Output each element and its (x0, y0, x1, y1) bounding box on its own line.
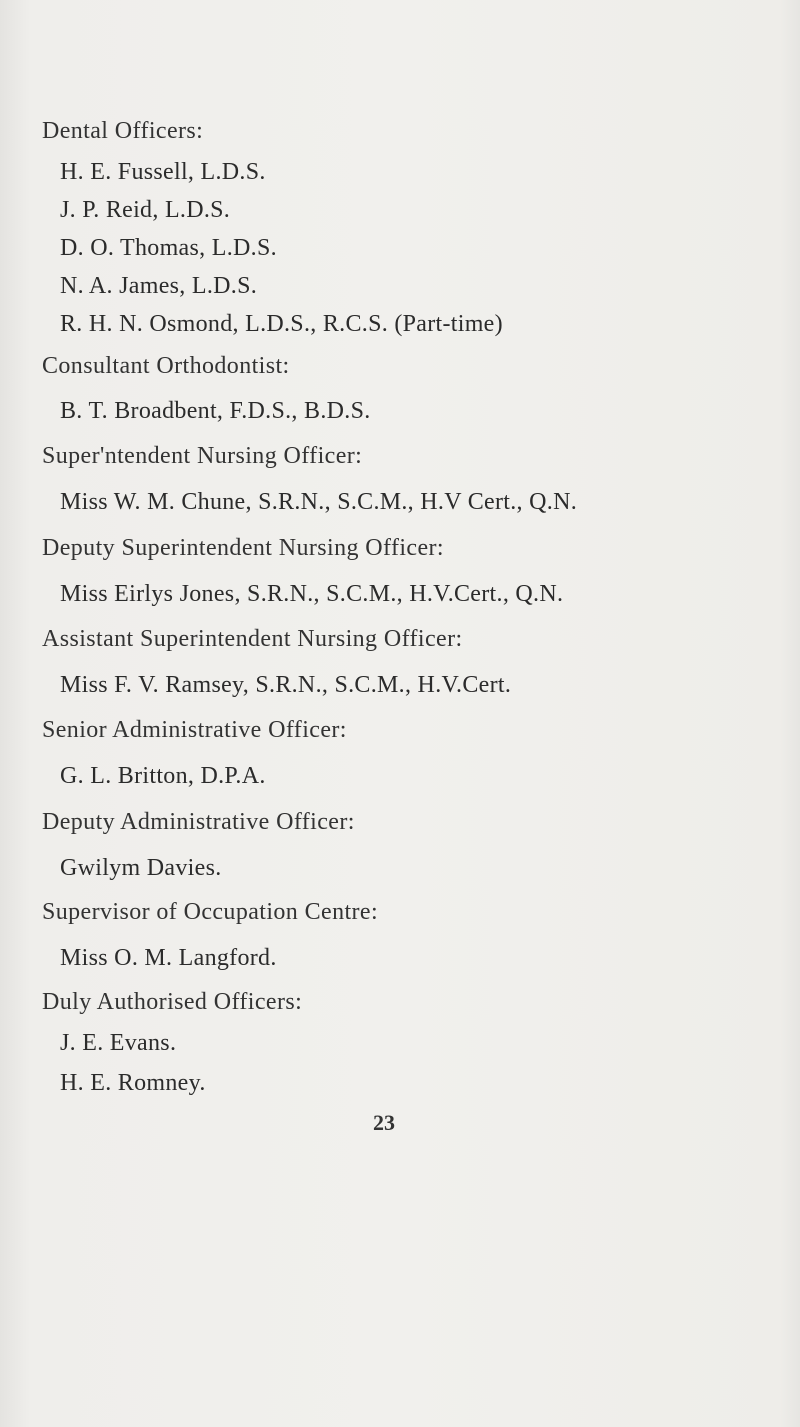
supervisor-occupation-centre-name: Miss O. M. Langford. (60, 945, 277, 971)
deputy-administrative-officer-name: Gwilym Davies. (60, 855, 222, 881)
heading-senior-administrative-officer: Senior Administrative Officer: (42, 717, 347, 743)
authorised-officer-2: H. E. Romney. (60, 1070, 206, 1096)
authorised-officer-1: J. E. Evans. (60, 1030, 177, 1056)
dental-officer-4: N. A. James, L.D.S. (60, 273, 258, 299)
heading-assistant-superintendent: Assistant Superintendent Nursing Officer: (42, 626, 463, 652)
heading-deputy-superintendent: Deputy Superintendent Nursing Officer: (42, 535, 445, 561)
deputy-superintendent-name: Miss Eirlys Jones, S.R.N., S.C.M., H.V.Cert., Q.N. (60, 581, 564, 607)
heading-duly-authorised-officers: Duly Authorised Officers: (42, 989, 303, 1015)
superintendent-nursing-officer-name: Miss W. M. Chune, S.R.N., S.C.M., H.V Cert., Q.N. (60, 489, 578, 515)
assistant-superintendent-name: Miss F. V. Ramsey, S.R.N., S.C.M., H.V.Cert. (60, 672, 512, 698)
heading-dental-officers: Dental Officers: (42, 118, 204, 144)
dental-officer-1: H. E. Fussell, L.D.S. (60, 159, 266, 185)
heading-supervisor-occupation-centre: Supervisor of Occupation Centre: (42, 899, 379, 925)
heading-deputy-administrative-officer: Deputy Administrative Officer: (42, 809, 355, 835)
consultant-orthodontist-name: B. T. Broadbent, F.D.S., B.D.S. (60, 398, 371, 424)
senior-administrative-officer-name: G. L. Britton, D.P.A. (60, 763, 266, 789)
heading-superintendent-nursing-officer: Super'ntendent Nursing Officer: (42, 443, 363, 469)
page-number: 23 (373, 1110, 395, 1135)
dental-officer-5: R. H. N. Osmond, L.D.S., R.C.S. (Part-time) (60, 311, 503, 337)
dental-officer-2: J. P. Reid, L.D.S. (60, 197, 231, 223)
dental-officer-3: D. O. Thomas, L.D.S. (60, 235, 277, 261)
heading-consultant-orthodontist: Consultant Orthodontist: (42, 353, 290, 379)
